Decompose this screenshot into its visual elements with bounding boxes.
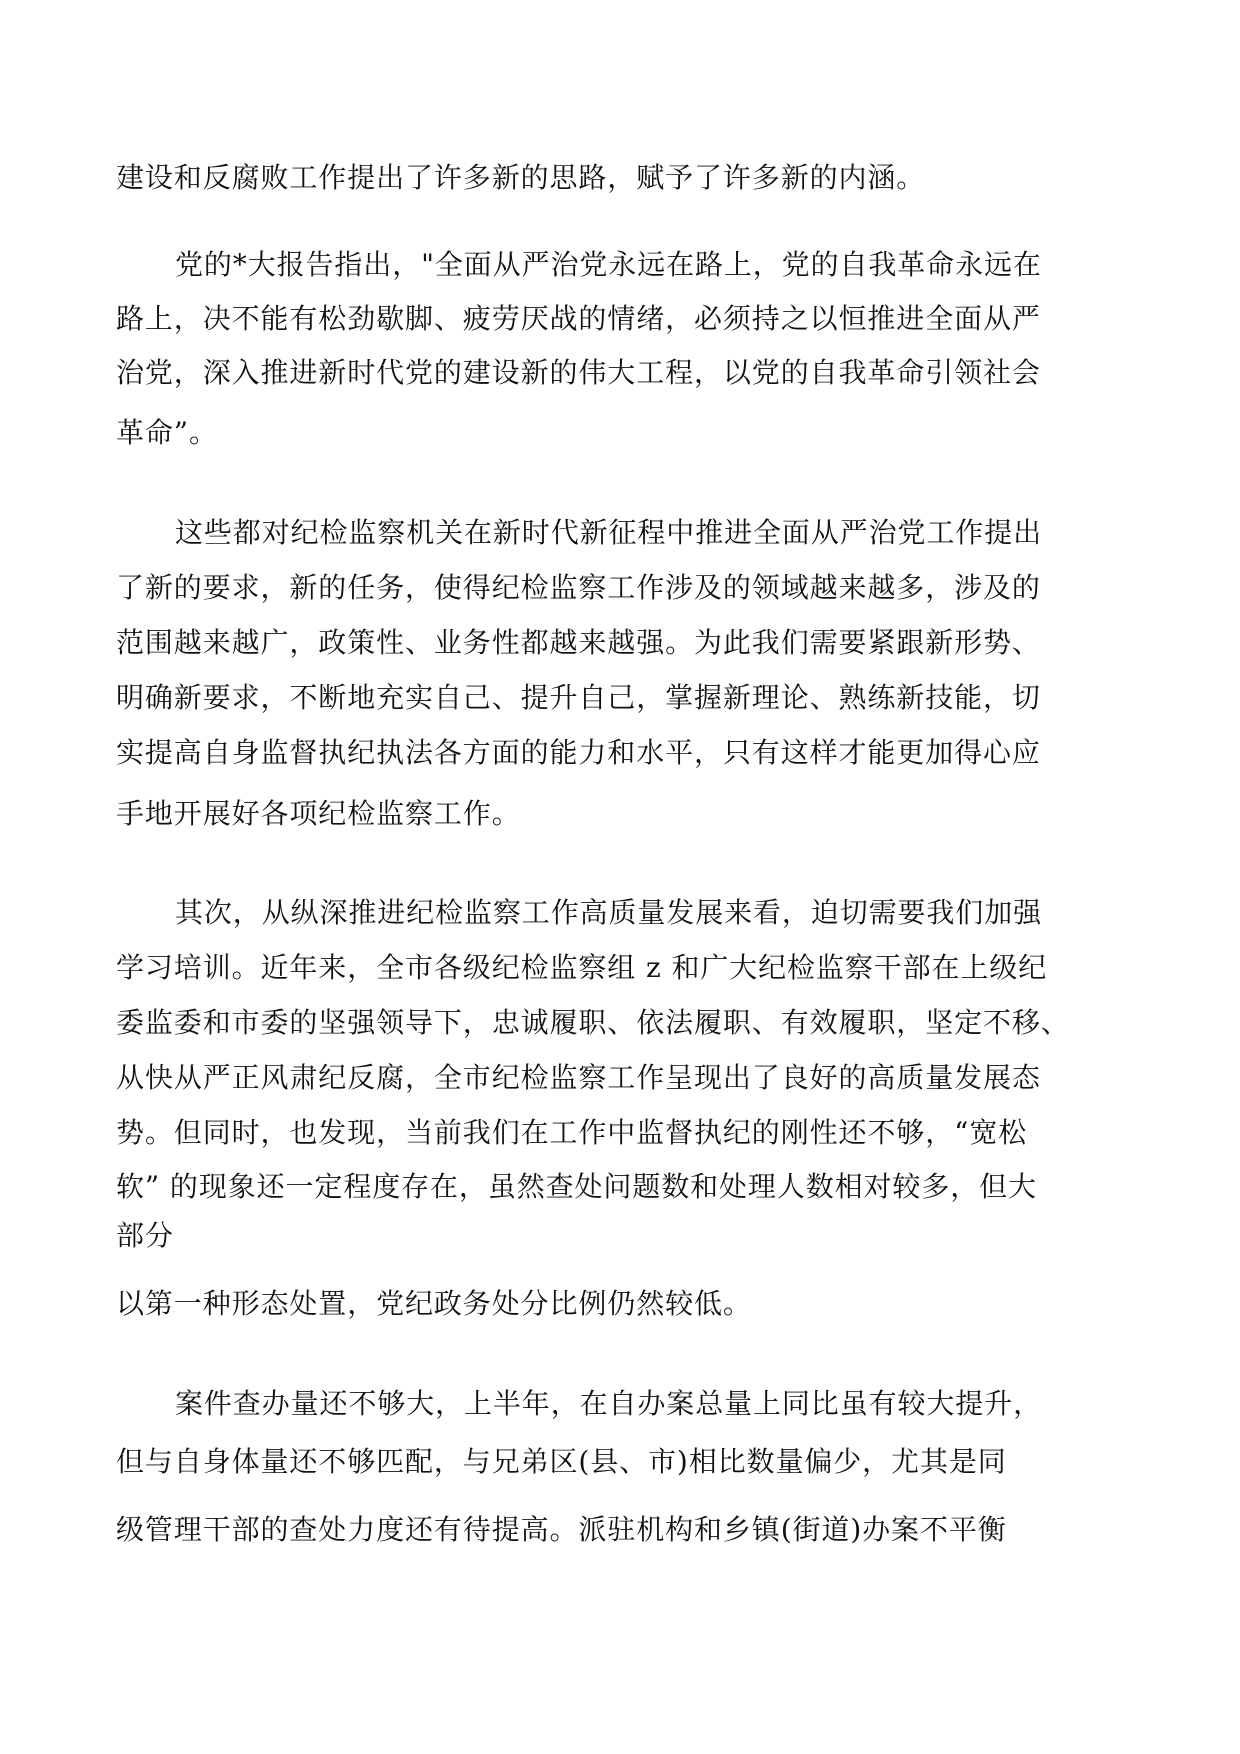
text-line: 学习培训。近年来，全市各级纪检监察组 z 和广大纪检监察干部在上级纪: [116, 951, 1048, 984]
text-line: 以第一种形态处置，党纪政务处分比例仍然较低。: [116, 1287, 752, 1320]
text-line: 实提高自身监督执纪执法各方面的能力和水平，只有这样才能更加得心应: [116, 736, 1041, 769]
text-line: 治党，深入推进新时代党的建设新的伟大工程，以党的自我革命引领社会: [116, 356, 1041, 389]
text-line: 软” 的现象还一定程度存在，虽然查处问题数和处理人数相对较多，但大: [116, 1170, 1037, 1203]
text-line: 部分: [116, 1219, 174, 1252]
text-line: 范围越来越广，政策性、业务性都越来越强。为此我们需要紧跟新形势、: [116, 626, 1041, 659]
text-line: 委监委和市委的坚强领导下，忠诚履职、依法履职、有效履职，坚定不移、: [116, 1006, 1070, 1039]
text-line: 案件查办量还不够大，上半年，在自办案总量上同比虽有较大提升，: [175, 1387, 1043, 1420]
text-line: 其次，从纵深推进纪检监察工作高质量发展来看，迫切需要我们加强: [175, 896, 1043, 929]
text-line: 但与自身体量还不够匹配，与兄弟区(县、市)相比数量偏少，尤其是同: [116, 1445, 1007, 1478]
text-line: 建设和反腐败工作提出了许多新的思路，赋予了许多新的内涵。: [116, 161, 926, 194]
text-line: 路上，决不能有松劲歇脚、疲劳厌战的情绪，必须持之以恒推进全面从严: [116, 302, 1041, 335]
text-line: 了新的要求，新的任务，使得纪检监察工作涉及的领域越来越多，涉及的: [116, 571, 1041, 604]
text-line: 级管理干部的查处力度还有待提高。派驻机构和乡镇(街道)办案不平衡: [116, 1513, 1007, 1546]
text-line: 这些都对纪检监察机关在新时代新征程中推进全面从严治党工作提出: [175, 516, 1043, 549]
text-line: 手地开展好各项纪检监察工作。: [116, 797, 521, 830]
text-line: 明确新要求，不断地充实自己、提升自己，掌握新理论、熟练新技能，切: [116, 681, 1041, 714]
text-line: 党的*大报告指出，"全面从严治党永远在路上，党的自我革命永远在: [175, 248, 1042, 281]
text-line: 革命”。: [116, 416, 218, 449]
text-line: 从快从严正风肃纪反腐，全市纪检监察工作呈现出了良好的高质量发展态: [116, 1061, 1041, 1094]
text-line: 势。但同时，也发现，当前我们在工作中监督执纪的刚性还不够，“宽松: [116, 1116, 1028, 1149]
